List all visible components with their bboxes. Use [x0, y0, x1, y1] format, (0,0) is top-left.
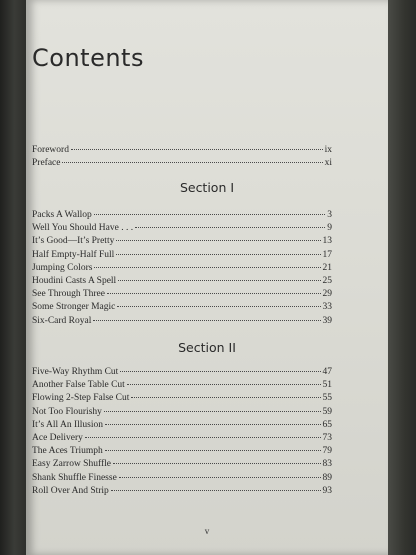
leader-dots	[94, 214, 325, 215]
toc-entry-title: It’s Good—It’s Pretty	[32, 236, 115, 247]
toc-entry-title: Ace Delivery	[32, 432, 83, 443]
toc-entry	[32, 144, 332, 157]
toc-entry-title: Foreword	[32, 145, 69, 155]
toc-entry	[32, 288, 332, 301]
leader-dots	[116, 254, 320, 255]
leader-dots	[93, 320, 320, 321]
toc-entry-title: Six-Card Royal	[32, 315, 92, 326]
toc-entry-title: Easy Zarrow Shuffle	[32, 459, 111, 470]
toc-entry-page: 89	[322, 472, 332, 483]
section-heading: Section II	[178, 340, 236, 355]
toc-entry-page: 39	[322, 315, 332, 326]
toc-entry	[32, 249, 332, 262]
leader-dots	[118, 280, 320, 281]
toc-entry	[32, 301, 332, 314]
toc-entry-page: 17	[322, 249, 332, 260]
leader-dots	[105, 424, 321, 425]
book-spine-shadow	[0, 0, 26, 555]
toc-entry-title: Jumping Colors	[32, 262, 93, 273]
leader-dots	[131, 397, 320, 398]
toc-entry	[32, 262, 332, 275]
toc-entry-title: Houdini Casts A Spell	[32, 275, 117, 286]
toc-entry-page: 83	[322, 459, 332, 470]
leader-dots	[85, 437, 321, 438]
leader-dots	[117, 306, 320, 307]
leader-dots	[104, 411, 321, 412]
toc-entry	[32, 485, 332, 498]
toc-entry	[32, 379, 332, 392]
toc-entry-title: It’s All An Illusion	[32, 419, 103, 430]
toc-entry-page: 51	[322, 380, 332, 391]
toc-entry-page: xi	[324, 158, 332, 169]
toc-entry-page: 33	[322, 302, 332, 313]
leader-dots	[119, 477, 321, 478]
toc-entry-title: The Aces Triumph	[32, 446, 103, 457]
toc-entry	[32, 445, 332, 458]
leader-dots	[94, 267, 320, 268]
toc-entry	[32, 472, 332, 485]
leader-dots	[120, 371, 320, 372]
toc-entry-title: Half Empty-Half Full	[32, 249, 115, 260]
toc-entry-page: 29	[322, 289, 332, 300]
toc-entry-title: Another False Table Cut	[32, 380, 125, 391]
toc-entry-page: 13	[322, 236, 332, 247]
toc-entry-page: 73	[322, 432, 332, 443]
toc-entry-title: Shank Shuffle Finesse	[32, 472, 117, 483]
toc-entry-page: 25	[322, 275, 332, 286]
toc-entry	[32, 406, 332, 419]
toc-entry	[32, 209, 332, 222]
toc-entry-title: Packs A Wallop	[32, 210, 92, 220]
toc-entry	[32, 366, 332, 379]
front-matter-list	[32, 144, 332, 170]
leader-dots	[107, 293, 321, 294]
leader-dots	[111, 490, 321, 491]
toc-entry-page: 65	[322, 419, 332, 430]
toc-entry-page: 3	[327, 210, 332, 220]
toc-entry-title: Roll Over And Strip	[32, 485, 109, 496]
toc-entry-page: 79	[322, 446, 332, 457]
toc-entry	[32, 432, 332, 445]
toc-entry-title: See Through Three	[32, 289, 105, 300]
toc-entry	[32, 458, 332, 471]
toc-entry-page: 9	[327, 223, 332, 234]
toc-entry-title: Not Too Flourishy	[32, 406, 102, 417]
toc-entry-page: ix	[324, 145, 332, 155]
leader-dots	[105, 450, 321, 451]
leader-dots	[71, 149, 323, 150]
section-heading: Section I	[179, 180, 235, 195]
toc-entry	[32, 157, 332, 170]
table-surface	[388, 0, 416, 555]
toc-entry	[32, 222, 332, 235]
leader-dots	[127, 384, 321, 385]
toc-entry-title: Well You Should Have . . .	[32, 223, 134, 234]
toc-entry	[32, 419, 332, 432]
leader-dots	[135, 227, 325, 228]
section-2-list	[32, 366, 332, 498]
leader-dots	[113, 463, 321, 464]
page-number: v	[204, 526, 210, 536]
toc-entry	[32, 235, 332, 248]
toc-entry-page: 55	[322, 393, 332, 404]
toc-entry-page: 21	[322, 262, 332, 273]
toc-entry-page: 93	[322, 485, 332, 496]
toc-entry	[32, 275, 332, 288]
toc-entry-page: 59	[322, 406, 332, 417]
toc-entry-page: 47	[322, 367, 332, 377]
leader-dots	[62, 162, 322, 163]
toc-entry-title: Five-Way Rhythm Cut	[32, 367, 119, 377]
toc-entry	[32, 315, 332, 328]
toc-entry-title: Some Stronger Magic	[32, 302, 116, 313]
page-title: Contents	[32, 44, 144, 72]
toc-entry-title: Flowing 2-Step False Cut	[32, 393, 130, 404]
leader-dots	[116, 240, 320, 241]
toc-entry-title: Preface	[32, 158, 61, 169]
toc-entry	[32, 392, 332, 405]
section-1-list	[32, 209, 332, 328]
